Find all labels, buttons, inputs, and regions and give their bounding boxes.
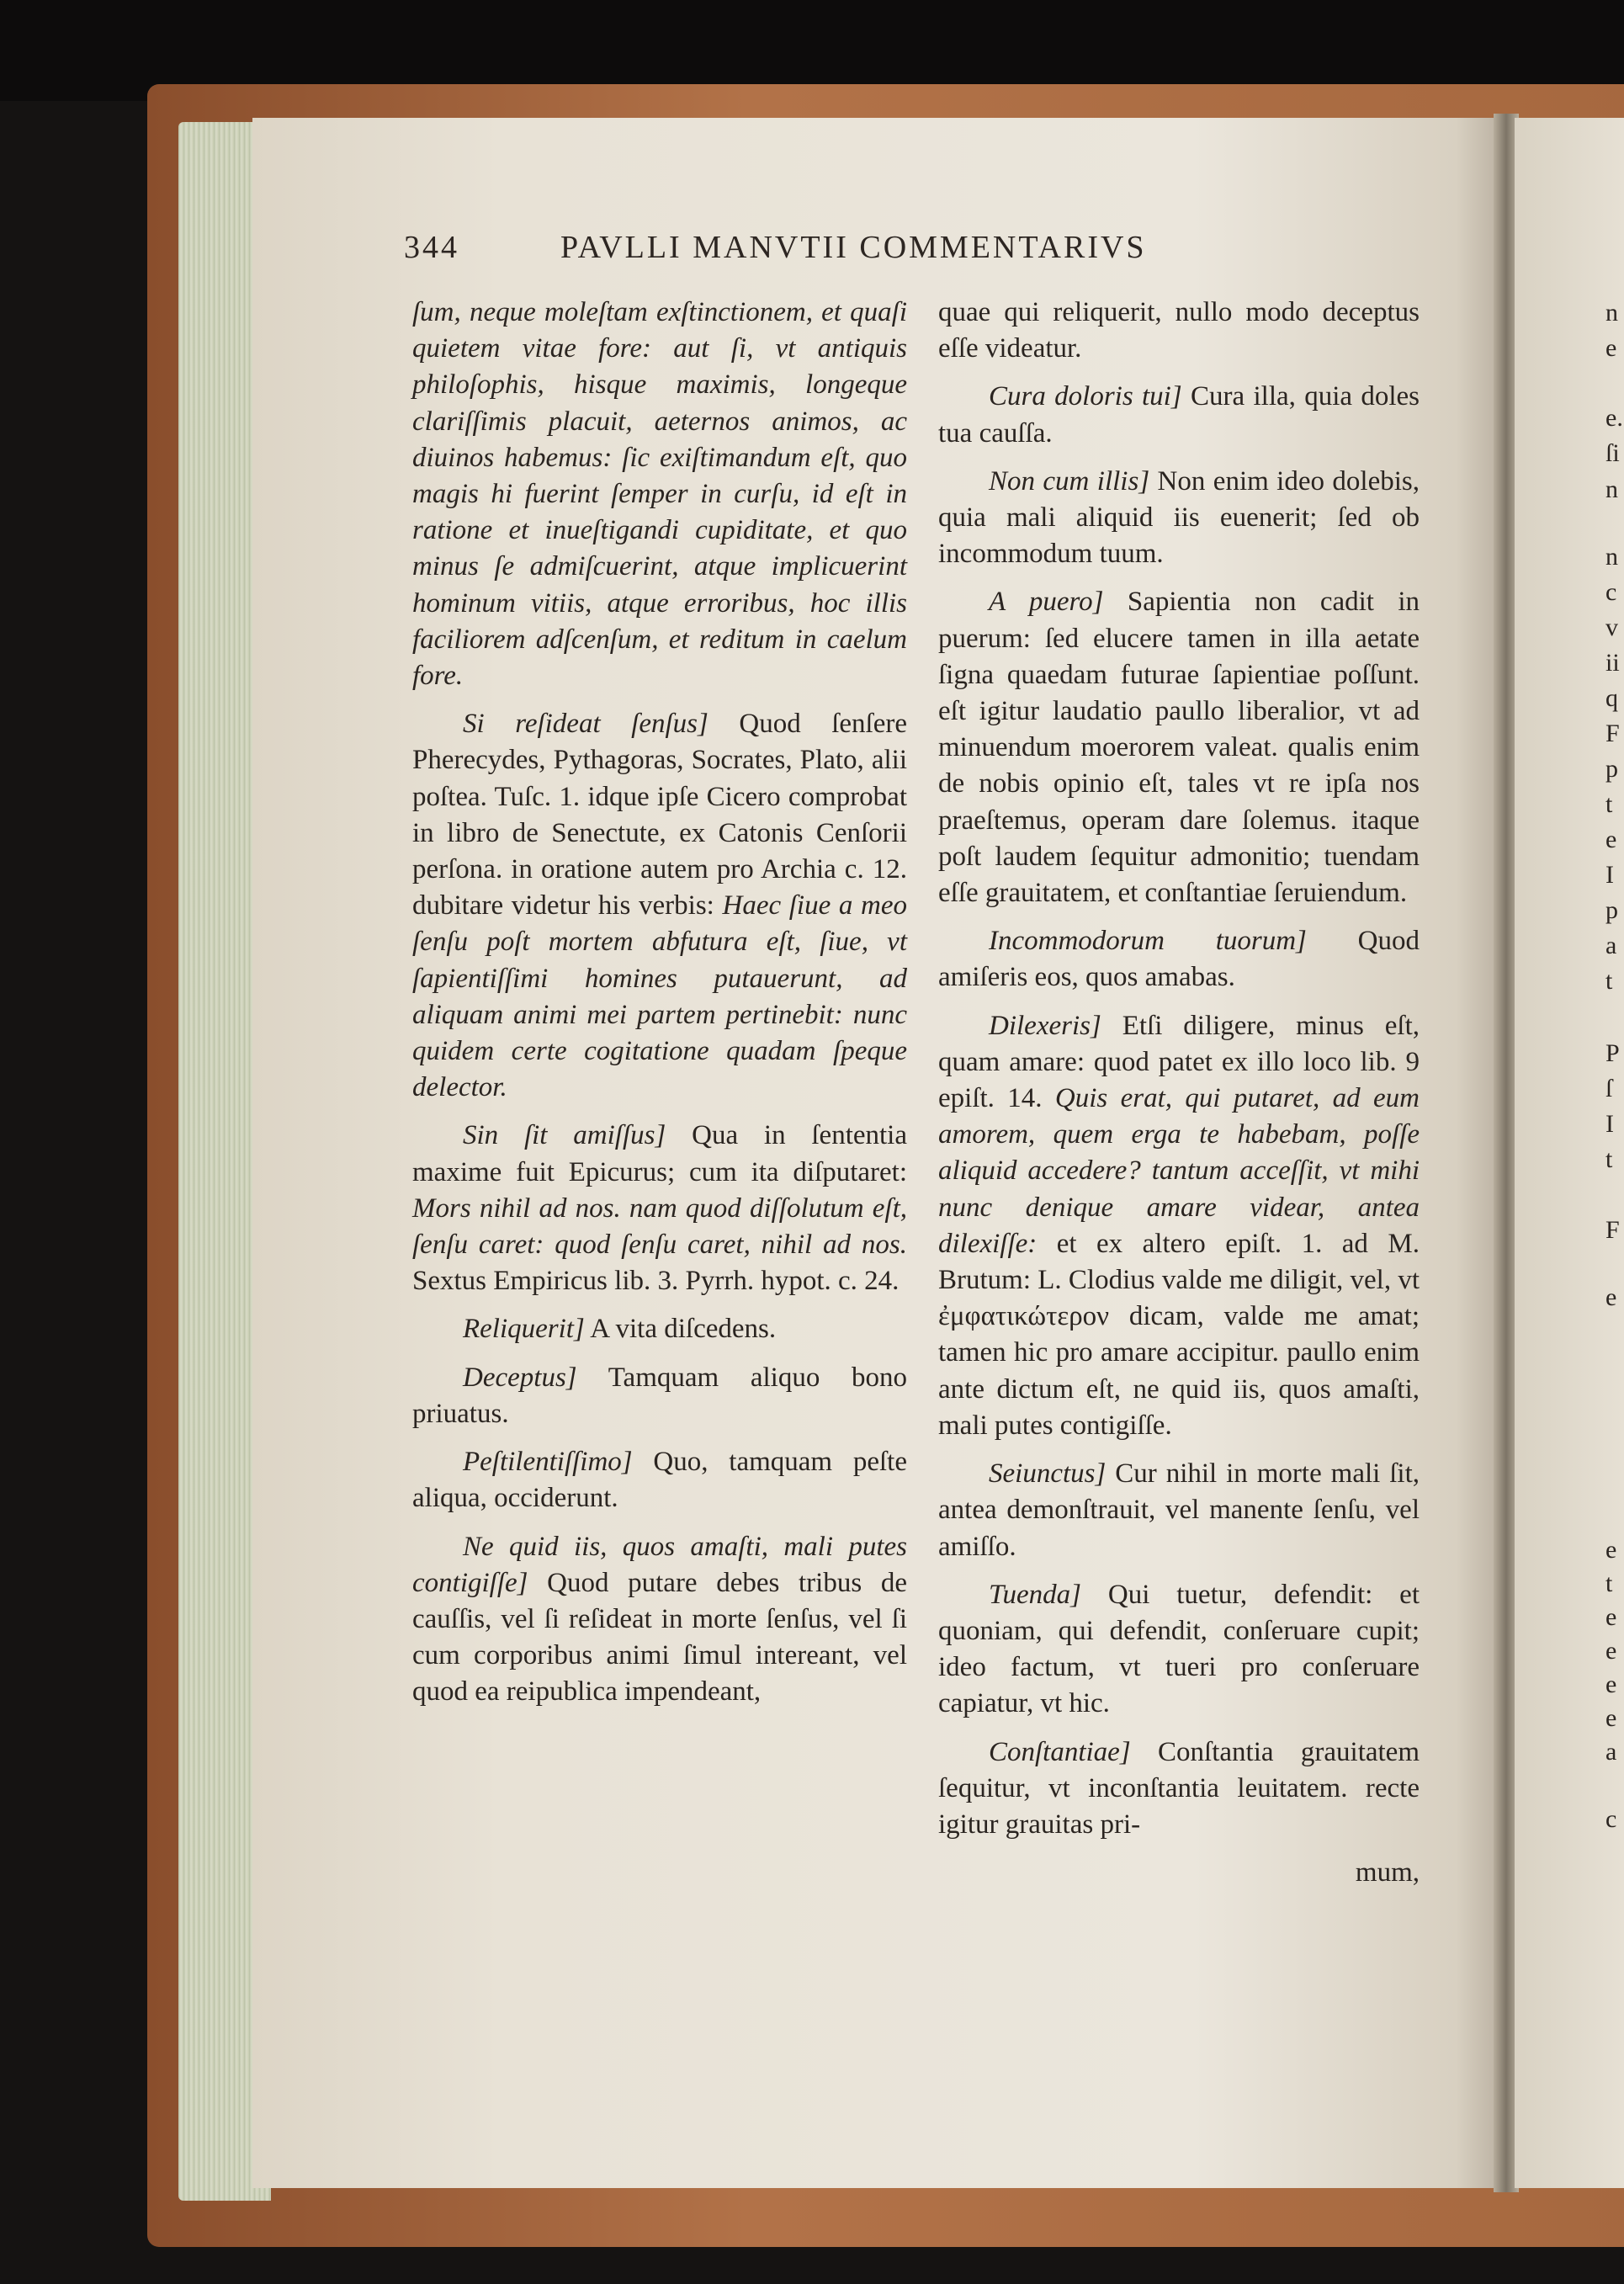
next-page-letter: a [1605,1738,1617,1766]
left-paragraph [412,1444,907,1516]
commentary-text: Quod ſenſere Pherecydes, Pythagoras, Socrates, Plato, alii poſtea. Tuſc. 1. idque ipſe Cicero comprobat in libro de Senectute, ex Catonis Cenſorii perſona. in oratione autem pro Archia c. 12. dubitare videtur his verbis: [412,709,907,922]
commentary-text: Etſi diligere, minus eſt, quam amare: quod patet ex illo loco lib. 9 epiſt. 14. [938,1010,1420,1114]
next-page-letter: ii [1605,649,1620,677]
commentary-text: Quo, tamquam peſte aliqua, occiderunt. [412,1447,907,1514]
next-page-letter: t [1605,1145,1613,1173]
commentary-text: quae qui reliquerit, nullo modo deceptus eſſe videatur. [938,297,1420,364]
lemma: Deceptus] [463,1362,577,1393]
commentary-text: Non enim ideo dolebis, quia mali aliquid iis euenerit; ſed ob incommodum tuum. [938,465,1420,570]
quotation: Quis erat, qui putaret, ad eum amorem, quem erga te habebam, poſſe aliquid accedere? tantum acceſſit, vt mihi nunc denique amare videar, antea dilexiſſe: [938,1083,1420,1259]
next-page-letter: I [1605,1110,1614,1138]
next-page-letter: P [1605,1039,1620,1067]
next-page-letter: p [1605,896,1618,924]
lemma: Reliquerit] [463,1314,585,1345]
right-paragraph [938,1855,1420,1891]
next-page-letter: a [1605,932,1617,959]
lemma: Dilexeris] [989,1010,1101,1041]
quotation: Haec ſiue a meo ſenſu poſt mortem abfutura eſt, ſiue, vt ſapientiſſimi homines putauerunt, ad aliquam animi mei partem pertinebit: nunc quidem certe cogitatione quadam ſpeque delector. [412,890,907,1103]
next-page-letter: I [1605,861,1614,889]
next-page-letter: ſ [1605,1075,1613,1102]
next-page-letter: t [1605,967,1613,995]
commentary-text: et ex altero epiſt. 1. ad M. Brutum: L. Clodius valde me diligit, vel, vt ἐμφατικώτερον dicam, valde me amat; tamen hic pro amare accipitur. paullo enim ante dictum eſt, ne quid iis, quos amaſti, mali putes contigiſſe. [938,1228,1420,1441]
lemma: Peſtilentiſſimo] [463,1447,633,1478]
next-page-letter: e [1605,1637,1617,1665]
next-page-letter: t [1605,1570,1613,1597]
next-page-letter: q [1605,684,1618,712]
commentary-text: ſum, neque moleſtam exſtinctionem, et quaſi quietem vitae fore: aut ſi, vt antiquis philoſophis, hisque maximis, longeque clariſſimis placuit, aeternos animos, ac diuinos habemus: ſic exiſtimandum eſt, quo magis hi fuerint ſemper in curſu, id eſt in ratione et inueſtigandi cupiditate, et quo minus ſe admiſcuerint, atque implicuerint hominum vitiis, atque erroribus, hoc illis faciliorem adſcenſum, et reditum in caelum fore. [412,297,907,692]
left-paragraph [412,706,907,1106]
next-page-letter: p [1605,755,1618,783]
quotation: Mors nihil ad nos. nam quod diſſolutum eſt, ſenſu caret: quod ſenſu caret, nihil ad nos. [412,1192,907,1261]
left-paragraph [412,1529,907,1711]
commentary-text: Qui tuetur, defendit: et quoniam, qui defendit, conſeruare cupit; ideo factum, vt tueri pro conſeruare capiatur, vt hic. [938,1579,1420,1719]
next-page-letter: F [1605,720,1620,747]
commentary-text: Tamquam aliquo bono priuatus. [412,1362,907,1429]
commentary-text: Quod amiſeris eos, quos amabas. [938,926,1420,993]
commentary-text: Sapientia non cadit in puerum: ſed elucere tamen in illa aetate ſigna quaedam futurae ſapientiae poſſunt. eſt igitur laudatio paullo liberalior, vt ad minuendum moerorem valeat. qualis enim de nobis opinio eſt, tales vt re ipſa nos praeſtemus, operam dare ſolemus. itaque poſt laudem ſequitur admonitio; tuendam eſſe grauitatem, et conſtantiae ſeruiendum. [938,587,1420,909]
right-paragraph [938,923,1420,996]
lemma: Sin ſit amiſſus] [463,1120,666,1151]
lemma: Seiunctus] [989,1458,1107,1490]
right-paragraph [938,295,1420,367]
right-paragraph [938,1577,1420,1723]
next-page-letter: e [1605,826,1617,853]
next-page-letter: e [1605,1603,1617,1631]
next-page-letter: F [1605,1216,1620,1244]
right-paragraph [938,1734,1420,1844]
right-text-column [938,295,1420,1903]
left-paragraph [412,1360,907,1432]
next-page-letter: n [1605,543,1618,571]
left-text-column [412,295,907,1723]
commentary-text: mum, [1355,1857,1420,1888]
left-paragraph [412,1311,907,1347]
commentary-text: Cur nihil in morte mali ſit, antea demonſtrauit, vel manente ſenſu, vel amiſſo. [938,1458,1420,1562]
commentary-text: Qua in ſententia maxime fuit Epicurus; cum ita diſputaret: [412,1120,907,1187]
next-page-letter: e [1605,1283,1617,1311]
lemma: Si reſideat ſenſus] [463,709,709,740]
next-page-letter: n [1605,299,1618,327]
commentary-text: Sextus Empiricus lib. 3. Pyrrh. hypot. c. 24. [412,1266,900,1297]
left-paragraph [412,295,907,694]
commentary-text: A vita diſcedens. [584,1314,777,1345]
lemma: Tuenda] [989,1579,1082,1610]
lemma: Conſtantiae] [989,1736,1131,1767]
left-paragraph [412,1118,907,1299]
lemma: A puero] [989,587,1104,618]
commentary-text: Cura illa, quia doles tua cauſſa. [938,381,1420,449]
next-page-letter: e [1605,334,1617,362]
commentary-text: Conſtantia grauitatem ſequitur, vt inconſtantia leuitatem. recte igitur grauitas pri- [938,1736,1420,1840]
right-paragraph [938,379,1420,451]
page-title: PAVLLI MANVTII COMMENTARIVS [560,230,1147,265]
lemma: Cura doloris tui] [989,381,1182,412]
next-page-letter: e [1605,1536,1617,1564]
lemma: Ne quid iis, quos amaſti, mali putes contigiſſe] [412,1531,907,1598]
next-page-letter: ſi [1605,439,1620,467]
next-page-letter: t [1605,790,1613,818]
right-paragraph [938,1008,1420,1444]
next-page-letter: c [1605,578,1617,606]
lemma: Incommodorum tuorum] [989,926,1307,957]
page-number: 344 [404,230,459,265]
right-paragraph [938,464,1420,573]
lemma: Non cum illis] [989,465,1150,497]
next-page-letter: v [1605,613,1618,641]
right-paragraph [938,584,1420,911]
next-page-letter: c [1605,1805,1617,1833]
next-page-letter: e. [1605,404,1623,432]
next-page-letter: e [1605,1671,1617,1698]
next-page-letter: e [1605,1704,1617,1732]
next-page-letter: n [1605,475,1618,503]
running-head [404,229,1271,271]
commentary-text: Quod putare debes tribus de cauſſis, vel ſi reſideat in morte ſenſus, vel ſi cum corporibus animi ſimul intereant, vel quod ea reipublica impendeant, [412,1567,907,1708]
right-paragraph [938,1456,1420,1565]
